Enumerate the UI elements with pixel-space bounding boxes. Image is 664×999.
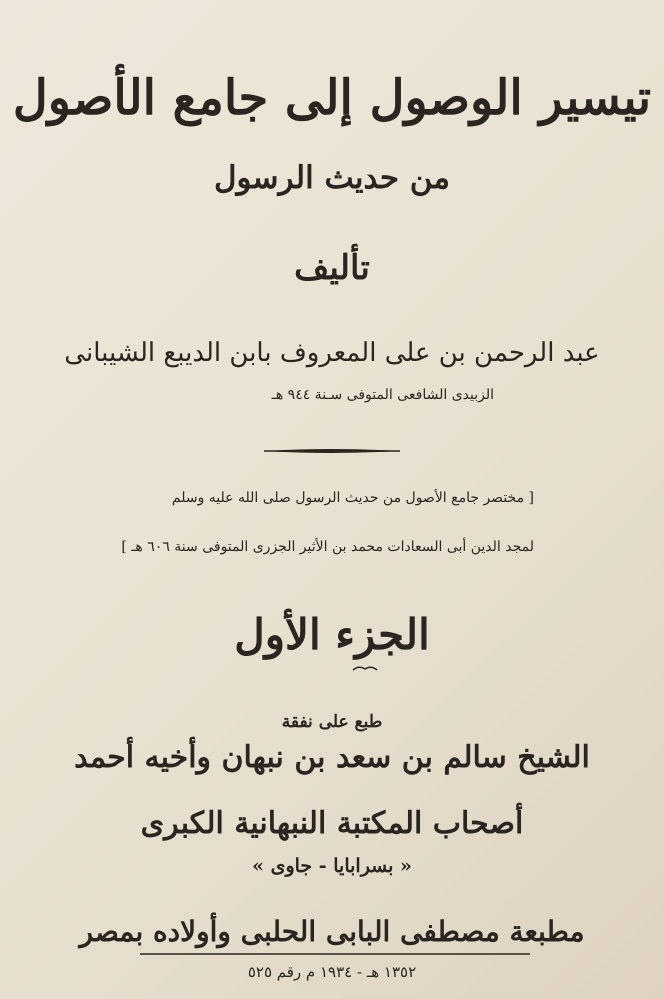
- volume-ornament: [351, 664, 379, 672]
- description-line-2: لمجد الدين أبى السعادات محمد بن الأثير الجزرى المتوفى سنة ٦٠٦ هـ ]: [121, 539, 534, 555]
- author-name: عبد الرحمن بن على المعروف بابن الديبع الشيبانى: [64, 338, 600, 368]
- book-subtitle: من حديث الرسول: [214, 160, 450, 196]
- sponsor-name: الشيخ سالم بن سعد بن نبهان وأخيه أحمد: [74, 740, 590, 775]
- ornamental-divider: [264, 448, 400, 454]
- publisher-name: أصحاب المكتبة النبهانية الكبرى: [140, 806, 524, 841]
- press-underline: [140, 952, 530, 956]
- author-label: تأليف: [294, 248, 370, 288]
- printed-at-expense-label: طبع على نفقة: [281, 712, 383, 732]
- publisher-location: « بسرابايا - جاوى »: [252, 855, 412, 877]
- printing-press: مطبعة مصطفى البابى الحلبى وأولاده بمصر: [79, 915, 585, 948]
- book-title: تيسير الوصول إلى جامع الأصول: [12, 70, 652, 126]
- description-line-1: [ مختصر جامع الأصول من حديث الرسول صلى الله عليه وسلم: [171, 490, 534, 506]
- volume-label: الجزء الأول: [234, 610, 430, 659]
- author-death-note: الزبيدى الشافعى المتوفى سـنة ٩٤٤ هـ: [271, 387, 494, 403]
- printing-date: ١٣٥٢ هـ - ١٩٣٤ م رقم ٥٢٥: [247, 963, 417, 981]
